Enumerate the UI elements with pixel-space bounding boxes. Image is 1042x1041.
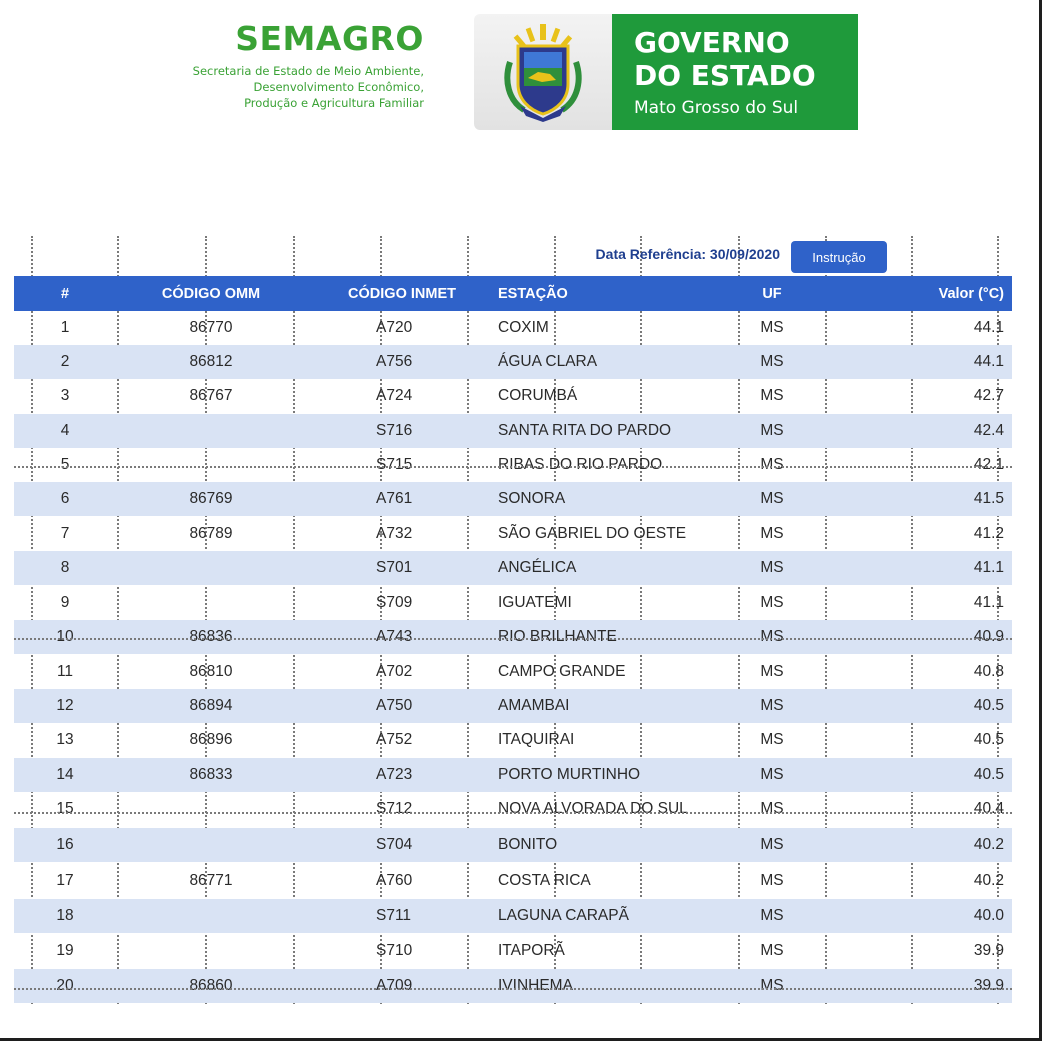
station-name: LAGUNA CARAPÃ bbox=[498, 907, 629, 924]
omm-code bbox=[136, 448, 286, 482]
state-code: MS bbox=[760, 594, 784, 611]
row-number: 13 bbox=[56, 731, 74, 748]
station-name: COXIM bbox=[498, 319, 549, 336]
temperature-value: 40.5 bbox=[973, 731, 1004, 748]
table-row bbox=[14, 586, 1012, 620]
inmet-code: S704 bbox=[376, 836, 413, 853]
state-code: MS bbox=[760, 663, 784, 680]
state-code: MS bbox=[760, 353, 784, 370]
semagro-description bbox=[160, 63, 424, 111]
station-name: ITAQUIRAI bbox=[498, 731, 575, 748]
row-number: 18 bbox=[56, 907, 74, 924]
temperature-value: 44.1 bbox=[973, 353, 1004, 370]
state-code: MS bbox=[760, 977, 784, 994]
layout-guide-horizontal bbox=[14, 638, 1012, 640]
inmet-code: A752 bbox=[376, 731, 413, 748]
inmet-code: A750 bbox=[376, 697, 413, 714]
station-name: CAMPO GRANDE bbox=[498, 663, 626, 680]
omm-code: 86833 bbox=[189, 766, 233, 783]
temperature-value: 41.1 bbox=[973, 594, 1004, 611]
inmet-code: A724 bbox=[376, 387, 413, 404]
row-number: 2 bbox=[60, 353, 70, 370]
government-logo bbox=[474, 14, 858, 130]
inmet-code: A732 bbox=[376, 525, 413, 542]
state-code: MS bbox=[760, 800, 784, 817]
table-row bbox=[14, 758, 1012, 792]
row-number: 5 bbox=[60, 456, 70, 473]
inmet-code: A743 bbox=[376, 628, 413, 645]
table-row bbox=[14, 828, 1012, 862]
omm-code bbox=[136, 551, 286, 585]
row-number: 8 bbox=[60, 559, 70, 576]
inmet-code: S710 bbox=[376, 942, 413, 959]
semagro-name: SEMAGRO bbox=[235, 19, 424, 58]
state-code: MS bbox=[760, 422, 784, 439]
omm-code bbox=[136, 586, 286, 620]
temperature-value: 40.8 bbox=[973, 663, 1004, 680]
inmet-code: A702 bbox=[376, 663, 413, 680]
row-number: 19 bbox=[56, 942, 74, 959]
state-code: MS bbox=[760, 490, 784, 507]
table-row bbox=[14, 551, 1012, 585]
omm-code: 86770 bbox=[189, 319, 233, 336]
inmet-code: A760 bbox=[376, 872, 413, 889]
government-banner bbox=[612, 14, 858, 130]
layout-guide-horizontal bbox=[14, 466, 1012, 468]
temperature-value: 41.2 bbox=[973, 525, 1004, 542]
row-number: 17 bbox=[56, 872, 74, 889]
omm-code bbox=[136, 828, 286, 862]
omm-code bbox=[136, 792, 286, 826]
table-row bbox=[14, 864, 1012, 898]
inmet-code: A723 bbox=[376, 766, 413, 783]
gov-line3: Mato Grosso do Sul bbox=[634, 98, 799, 118]
gov-line1: GOVERNO bbox=[634, 26, 790, 59]
table-row bbox=[14, 448, 1012, 482]
temperature-value: 40.2 bbox=[973, 836, 1004, 853]
row-number: 7 bbox=[60, 525, 70, 542]
table-row bbox=[14, 414, 1012, 448]
omm-code bbox=[136, 934, 286, 968]
omm-code: 86810 bbox=[189, 663, 233, 680]
state-code: MS bbox=[760, 766, 784, 783]
table-row bbox=[14, 689, 1012, 723]
gov-line2: DO ESTADO bbox=[634, 59, 816, 92]
row-number: 9 bbox=[60, 594, 70, 611]
temperature-value: 41.5 bbox=[973, 490, 1004, 507]
temperature-value: 40.2 bbox=[973, 872, 1004, 889]
inmet-code: S701 bbox=[376, 559, 413, 576]
row-number: 4 bbox=[60, 422, 70, 439]
temperature-value: 39.9 bbox=[973, 942, 1004, 959]
crest-panel bbox=[474, 14, 612, 130]
layout-guide-horizontal bbox=[14, 812, 1012, 814]
temperature-value: 41.1 bbox=[973, 559, 1004, 576]
omm-code: 86812 bbox=[189, 353, 233, 370]
station-name: BONITO bbox=[498, 836, 558, 853]
row-number: 6 bbox=[60, 490, 70, 507]
column-header-number: # bbox=[60, 285, 70, 302]
semagro-desc-line: Produção e Agricultura Familiar bbox=[244, 96, 424, 110]
state-code: MS bbox=[760, 942, 784, 959]
state-coat-of-arms-icon bbox=[498, 22, 588, 122]
column-header-value: Valor (°C) bbox=[938, 285, 1004, 302]
station-name: ANGÉLICA bbox=[498, 559, 577, 576]
inmet-code: S712 bbox=[376, 800, 413, 817]
omm-code: 86894 bbox=[189, 697, 233, 714]
table-row bbox=[14, 345, 1012, 379]
state-code: MS bbox=[760, 387, 784, 404]
semagro-desc-line: Secretaria de Estado de Meio Ambiente, bbox=[192, 64, 424, 78]
state-code: MS bbox=[760, 872, 784, 889]
station-name: AMAMBAI bbox=[498, 697, 570, 714]
omm-code: 86836 bbox=[189, 628, 233, 645]
state-code: MS bbox=[760, 628, 784, 645]
temperature-value: 42.1 bbox=[973, 456, 1004, 473]
column-header-omm-code: CÓDIGO OMM bbox=[161, 285, 261, 302]
inmet-code: A756 bbox=[376, 353, 413, 370]
omm-code: 86789 bbox=[189, 525, 233, 542]
inmet-code: A720 bbox=[376, 319, 413, 336]
row-number: 12 bbox=[56, 697, 74, 714]
table-row bbox=[14, 311, 1012, 345]
state-code: MS bbox=[760, 525, 784, 542]
temperature-value: 39.9 bbox=[973, 977, 1004, 994]
table-row bbox=[14, 723, 1012, 757]
omm-code: 86767 bbox=[189, 387, 233, 404]
row-number: 15 bbox=[56, 800, 74, 817]
state-code: MS bbox=[760, 836, 784, 853]
inmet-code: A761 bbox=[376, 490, 413, 507]
temperature-value: 40.4 bbox=[973, 800, 1004, 817]
station-name: RIBAS DO RIO PARDO bbox=[498, 456, 663, 473]
state-code: MS bbox=[760, 559, 784, 576]
row-number: 20 bbox=[56, 977, 74, 994]
column-header-station: ESTAÇÃO bbox=[498, 285, 568, 302]
station-name: IVINHEMA bbox=[498, 977, 573, 994]
omm-code bbox=[136, 414, 286, 448]
station-name: IGUATEMI bbox=[498, 594, 572, 611]
station-name: SÃO GABRIEL DO OESTE bbox=[498, 525, 687, 542]
temperature-value: 40.5 bbox=[973, 697, 1004, 714]
station-name: RIO BRILHANTE bbox=[498, 628, 617, 645]
temperature-value: 44.1 bbox=[973, 319, 1004, 336]
table-row bbox=[14, 792, 1012, 826]
table-row bbox=[14, 655, 1012, 689]
state-code: MS bbox=[760, 456, 784, 473]
row-number: 1 bbox=[60, 319, 70, 336]
temperature-value: 42.7 bbox=[973, 387, 1004, 404]
omm-code: 86860 bbox=[189, 977, 233, 994]
table-row bbox=[14, 517, 1012, 551]
temperature-value: 40.9 bbox=[973, 628, 1004, 645]
station-name: CORUMBÁ bbox=[498, 387, 578, 404]
station-name: ÁGUA CLARA bbox=[498, 353, 598, 370]
layout-guide-horizontal bbox=[14, 988, 1012, 990]
inmet-code: A709 bbox=[376, 977, 413, 994]
state-code: MS bbox=[760, 697, 784, 714]
omm-code: 86769 bbox=[189, 490, 233, 507]
inmet-code: S709 bbox=[376, 594, 413, 611]
state-code: MS bbox=[760, 731, 784, 748]
row-number: 14 bbox=[56, 766, 74, 783]
inmet-code: S711 bbox=[376, 907, 412, 924]
station-name: SANTA RITA DO PARDO bbox=[498, 422, 672, 439]
row-number: 3 bbox=[60, 387, 70, 404]
state-code: MS bbox=[760, 907, 784, 924]
inmet-code: S716 bbox=[376, 422, 413, 439]
inmet-code: S715 bbox=[376, 456, 413, 473]
station-name: ITAPORÃ bbox=[498, 942, 565, 959]
omm-code: 86896 bbox=[189, 731, 233, 748]
omm-code: 86771 bbox=[189, 872, 233, 889]
table-row bbox=[14, 969, 1012, 1003]
temperature-value: 40.5 bbox=[973, 766, 1004, 783]
column-header-inmet-code: CÓDIGO INMET bbox=[348, 285, 456, 302]
omm-code bbox=[136, 899, 286, 933]
semagro-desc-line: Desenvolvimento Econômico, bbox=[253, 80, 424, 94]
semagro-logo bbox=[160, 19, 424, 111]
state-code: MS bbox=[760, 319, 784, 336]
table-row bbox=[14, 482, 1012, 516]
station-name: NOVA ALVORADA DO SUL bbox=[498, 800, 688, 817]
row-number: 10 bbox=[56, 628, 74, 645]
instruction-button[interactable]: Instrução bbox=[791, 241, 887, 273]
temperature-value: 42.4 bbox=[973, 422, 1004, 439]
station-name: SONORA bbox=[498, 490, 566, 507]
station-name: COSTA RICA bbox=[498, 872, 591, 889]
table-row bbox=[14, 899, 1012, 933]
row-number: 11 bbox=[56, 663, 74, 680]
station-name: PORTO MURTINHO bbox=[498, 766, 641, 783]
table-header bbox=[14, 276, 1012, 311]
table-row bbox=[14, 379, 1012, 413]
table-row bbox=[14, 620, 1012, 654]
temperature-value: 40.0 bbox=[973, 907, 1004, 924]
row-number: 16 bbox=[56, 836, 74, 853]
column-header-state: UF bbox=[762, 285, 782, 302]
table-row bbox=[14, 934, 1012, 968]
date-reference: Data Referência: 30/09/2020 bbox=[595, 246, 780, 262]
